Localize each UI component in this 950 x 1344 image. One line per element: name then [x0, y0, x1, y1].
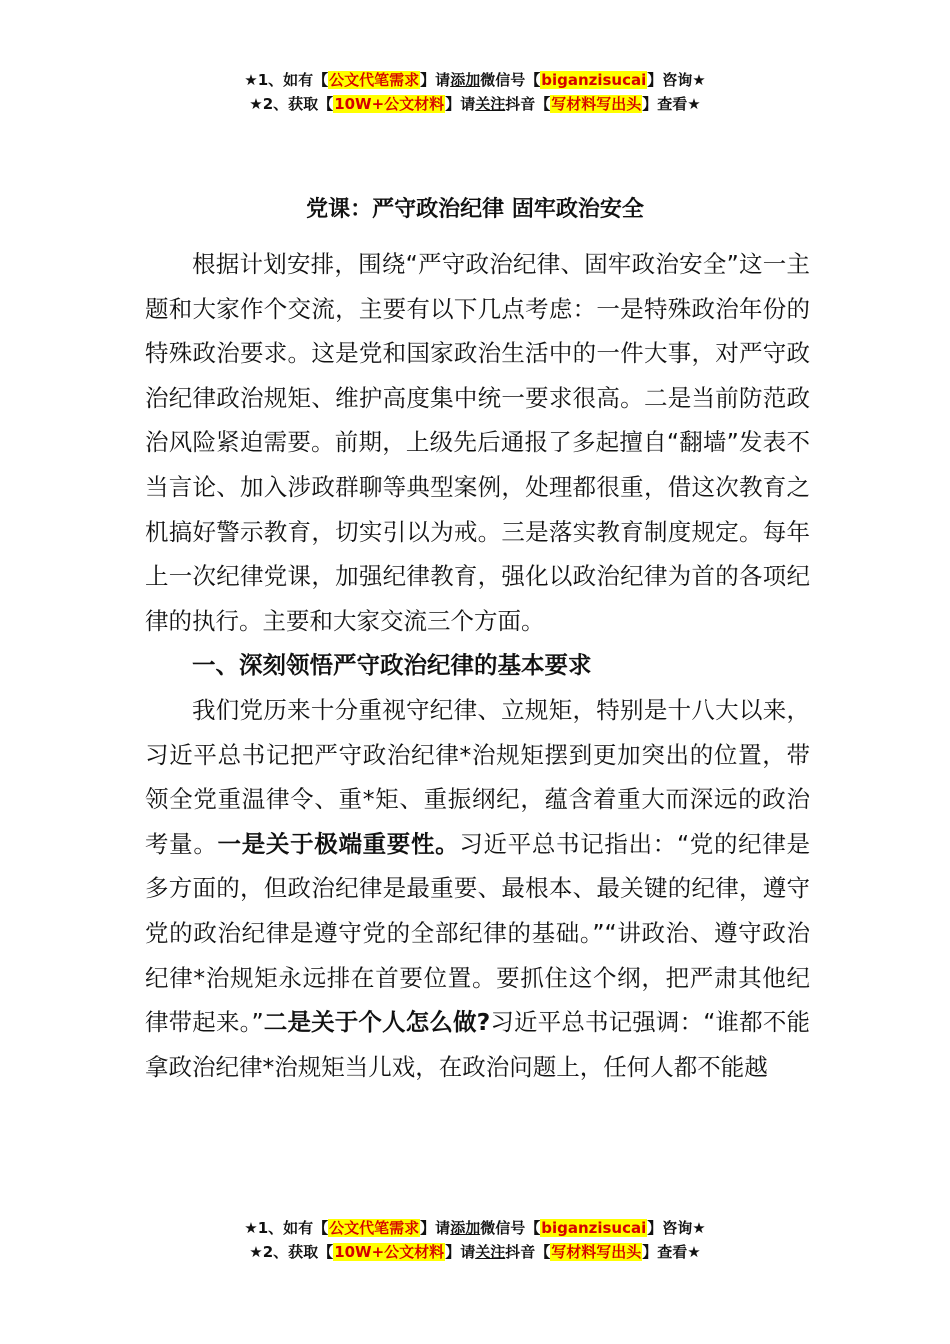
promo-wechat-id: biganzisucai	[541, 1219, 647, 1237]
promo-wechat-id: biganzisucai	[541, 71, 647, 89]
promo-line-2: ★2、获取【10W+公文材料】请关注抖音【写材料写出头】查看★	[249, 95, 701, 113]
bold-point: 二是关于个人怎么做?	[263, 1008, 491, 1037]
document-title: 党课：严守政治纪律 固牢政治安全	[306, 197, 644, 222]
header-promo-banner	[0, 68, 950, 116]
promo-douyin-name: 写材料写出头	[551, 1243, 642, 1261]
promo-highlight: 10W+公文材料	[334, 1243, 445, 1261]
document-body	[145, 242, 810, 1089]
section-heading: 一、深刻领悟严守政治纪律的基本要求	[192, 651, 592, 680]
promo-douyin-name: 写材料写出头	[551, 95, 642, 113]
promo-highlight: 公文代笔需求	[329, 1219, 420, 1237]
body-paragraph: 我们党历来十分重视守纪律、立规矩，特别是十八大以来，习近平总书记把严守政治纪律*治规矩摆到更加突出的位置，带领全党重温律令、重*矩、重振纲纪，蕴含着重大而深远的政治考量。一是关于极端重要性。习近平总书记指出：“党的纪律是多方面的，但政治纪律是最重要、最根本、最关键的纪律，遵守党的政治纪律是遵守党的全部纪律的基础。”“讲政治、遵守政治纪律*治规矩永远排在首要位置。要抓住这个纲，把严肃其他纪律带起来。”二是关于个人怎么做?习近平总书记强调：“谁都不能拿政治纪律*治规矩当儿戏，在政治问题上，任何人都不能越	[145, 695, 811, 1081]
intro-paragraph: 根据计划安排，围绕“严守政治纪律、固牢政治安全”这一主题和大家作个交流，主要有以下几点考虑：一是特殊政治年份的特殊政治要求。这是党和国家政治生活中的一件大事，对严守政治纪律政治规矩、维护高度集中统一要求很高。二是当前防范政治风险紧迫需要。前期，上级先后通报了多起擅自“翻墙”发表不当言论、加入涉政群聊等典型案例，处理都很重，借这次教育之机搞好警示教育，切实引以为戒。三是落实教育制度规定。每年上一次纪律党课，加强纪律教育，强化以政治纪律为首的各项纪律的执行。主要和大家交流三个方面。	[145, 250, 810, 635]
promo-highlight: 公文代笔需求	[329, 71, 420, 89]
promo-line-1: ★1、如有【公文代笔需求】请添加微信号【biganzisucai】咨询★	[244, 1219, 706, 1237]
promo-line-2: ★2、获取【10W+公文材料】请关注抖音【写材料写出头】查看★	[249, 1243, 701, 1261]
promo-highlight: 10W+公文材料	[334, 95, 445, 113]
footer-promo-banner	[0, 1216, 950, 1264]
promo-line-1: ★1、如有【公文代笔需求】请添加微信号【biganzisucai】咨询★	[244, 71, 706, 89]
bold-point: 一是关于极端重要性。	[217, 829, 460, 858]
